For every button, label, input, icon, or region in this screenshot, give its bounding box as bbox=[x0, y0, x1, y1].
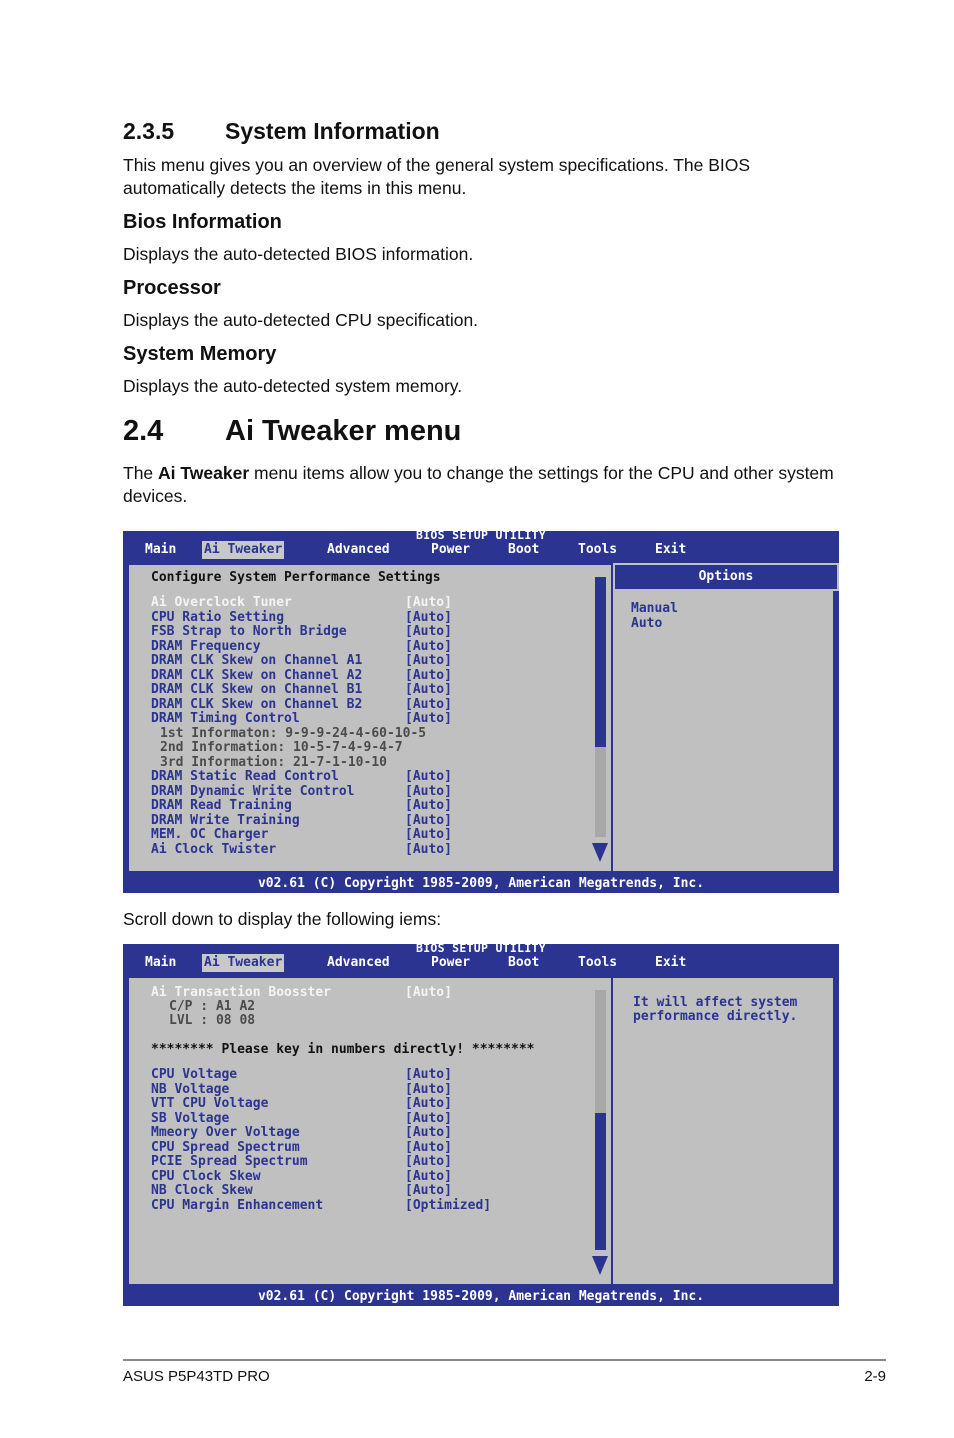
menu-ai-tweaker[interactable]: Ai Tweaker bbox=[204, 955, 283, 970]
section-heading-2-3-5 bbox=[123, 118, 440, 145]
setting-row-label[interactable]: DRAM Frequency bbox=[151, 638, 261, 654]
bios-screen-1 bbox=[123, 528, 839, 893]
processor-heading: Processor bbox=[123, 277, 221, 299]
scroll-down-arrow-icon[interactable] bbox=[592, 843, 608, 862]
menu-tools[interactable]: Tools bbox=[578, 955, 618, 970]
footer-page-number: 2-9 bbox=[864, 1368, 886, 1385]
setting-row-label[interactable]: Ai Clock Twister bbox=[151, 841, 277, 857]
setting-row-value[interactable]: [Auto] bbox=[405, 1168, 452, 1184]
setting-row-value[interactable]: [Auto] bbox=[405, 624, 452, 639]
menu-boot[interactable]: Boot bbox=[508, 955, 540, 970]
setting-row-value[interactable]: [Auto] bbox=[405, 812, 452, 828]
options-header: Options bbox=[613, 563, 839, 591]
menu-boot[interactable]: Boot bbox=[508, 542, 540, 557]
setting-row-label[interactable]: Ai Overclock Tuner bbox=[151, 595, 292, 610]
settings-header: Configure System Performance Settings bbox=[151, 570, 441, 585]
setting-row-value[interactable]: [Auto] bbox=[405, 1183, 452, 1198]
setting-row-value[interactable]: [Auto] bbox=[405, 1154, 452, 1169]
bios-content-frame bbox=[127, 976, 835, 1286]
menu-tools[interactable]: Tools bbox=[578, 542, 618, 557]
setting-row-label[interactable]: DRAM CLK Skew on Channel A1 bbox=[151, 653, 363, 668]
setting-row-value[interactable]: [Auto] bbox=[405, 595, 452, 610]
scrollbar-thumb[interactable] bbox=[595, 1113, 606, 1250]
processor-text: Displays the auto-detected CPU specification. bbox=[123, 310, 479, 330]
menu-power[interactable]: Power bbox=[431, 542, 471, 557]
setting-label: Ai Transaction Boosster bbox=[151, 985, 332, 1000]
setting-row-value[interactable]: [Optimized] bbox=[405, 1197, 492, 1213]
setting-row-label[interactable]: SB Voltage bbox=[151, 1110, 230, 1126]
intro-bold: Ai Tweaker bbox=[158, 463, 250, 483]
bios-information-heading: Bios Information bbox=[123, 211, 282, 233]
setting-row-value[interactable]: [Auto] bbox=[405, 653, 452, 668]
option-manual[interactable]: Manual bbox=[631, 601, 678, 616]
setting-row-label[interactable]: DRAM CLK Skew on Channel B2 bbox=[151, 696, 363, 712]
bios-title: BIOS SETUP UTILITY bbox=[415, 941, 547, 955]
setting-row-value[interactable]: [Auto] bbox=[405, 1125, 452, 1140]
setting-row-value[interactable]: [Auto] bbox=[405, 609, 452, 625]
setting-row-label[interactable]: FSB Strap to North Bridge bbox=[151, 624, 347, 639]
bios-screen-2 bbox=[123, 941, 839, 1306]
menu-exit[interactable]: Exit bbox=[655, 542, 687, 557]
setting-row-value[interactable]: [Auto] bbox=[405, 783, 452, 799]
setting-row-value[interactable]: [Auto] bbox=[405, 667, 452, 683]
help-line-1: It will affect system bbox=[633, 995, 798, 1010]
section-intro bbox=[123, 154, 843, 200]
bios-footer: v02.61 (C) Copyright 1985-2009, American Megatrends, Inc. bbox=[257, 1289, 705, 1304]
key-in-warning: ******** Please key in numbers directly! ******** bbox=[151, 1042, 535, 1057]
help-line-2: performance directly. bbox=[633, 1009, 798, 1024]
setting-value[interactable]: [Auto] bbox=[405, 985, 452, 1000]
section-24-intro bbox=[123, 462, 843, 508]
setting-row-label[interactable]: DRAM Dynamic Write Control bbox=[151, 783, 355, 799]
setting-row-label[interactable]: VTT CPU Voltage bbox=[151, 1096, 269, 1111]
setting-row-label[interactable]: NB Clock Skew bbox=[151, 1183, 253, 1198]
setting-row-label[interactable]: NB Voltage bbox=[151, 1081, 230, 1097]
bios-information-text: Displays the auto-detected BIOS information. bbox=[123, 244, 474, 264]
setting-row-value[interactable]: [Auto] bbox=[405, 841, 452, 857]
intro-line-1: This menu gives you an overview of the general system specifications. The BIOS bbox=[123, 155, 751, 175]
dram-timing-info: 1st Informaton: 9-9-9-24-4-60-10-5 bbox=[160, 725, 427, 741]
setting-row-label[interactable]: CPU Margin Enhancement bbox=[151, 1197, 324, 1213]
setting-row-value[interactable]: [Auto] bbox=[405, 827, 452, 842]
scroll-down-arrow-icon[interactable] bbox=[592, 1256, 608, 1275]
setting-row-value[interactable]: [Auto] bbox=[405, 638, 452, 654]
lvl-info: LVL : 08 08 bbox=[169, 1013, 256, 1028]
bios-menubar bbox=[123, 954, 839, 972]
option-auto[interactable]: Auto bbox=[631, 616, 663, 631]
setting-row-label[interactable]: DRAM Timing Control bbox=[151, 711, 300, 726]
section-heading-2-4 bbox=[123, 415, 461, 448]
system-memory-heading: System Memory bbox=[123, 343, 277, 365]
intro-post: menu items allow you to change the settings for the CPU and other system bbox=[249, 463, 834, 483]
footer-product: ASUS P5P43TD PRO bbox=[123, 1368, 270, 1385]
setting-row-value[interactable]: [Auto] bbox=[405, 1139, 452, 1155]
intro-pre: The bbox=[123, 463, 159, 483]
setting-row-label[interactable]: PCIE Spread Spectrum bbox=[151, 1154, 308, 1169]
setting-row-value[interactable]: [Auto] bbox=[405, 1067, 452, 1082]
setting-row-value[interactable]: [Auto] bbox=[405, 798, 452, 813]
setting-row-value[interactable]: [Auto] bbox=[405, 682, 452, 697]
setting-row-label[interactable]: Mmeory Over Voltage bbox=[151, 1125, 300, 1140]
setting-row-label[interactable]: DRAM CLK Skew on Channel B1 bbox=[151, 682, 363, 697]
setting-row-label[interactable]: MEM. OC Charger bbox=[151, 827, 269, 842]
footer-rule bbox=[123, 1359, 886, 1361]
setting-ai-transaction-booster[interactable] bbox=[151, 985, 331, 1000]
menu-main[interactable]: Main bbox=[145, 955, 177, 970]
menu-ai-tweaker[interactable]: Ai Tweaker bbox=[204, 542, 283, 557]
menu-advanced[interactable]: Advanced bbox=[327, 542, 390, 557]
section-number: 2.3.5 bbox=[123, 118, 175, 144]
pane-divider bbox=[611, 978, 613, 1284]
setting-row-label[interactable]: DRAM Read Training bbox=[151, 798, 292, 813]
setting-row-value[interactable]: [Auto] bbox=[405, 711, 452, 726]
intro-line-2: devices. bbox=[123, 486, 188, 506]
dram-timing-info: 2nd Information: 10-5-7-4-9-4-7 bbox=[160, 740, 403, 755]
section-title: Ai Tweaker menu bbox=[225, 415, 462, 447]
cp-info: C/P : A1 A2 bbox=[169, 999, 256, 1014]
setting-row-value[interactable]: [Auto] bbox=[405, 769, 452, 784]
menu-main[interactable]: Main bbox=[145, 542, 177, 557]
scroll-note: Scroll down to display the following iems: bbox=[123, 909, 442, 929]
setting-row-label[interactable]: CPU Spread Spectrum bbox=[151, 1139, 300, 1155]
setting-row-label[interactable]: DRAM CLK Skew on Channel A2 bbox=[151, 667, 363, 683]
menu-advanced[interactable]: Advanced bbox=[327, 955, 390, 970]
setting-row-label[interactable]: DRAM Static Read Control bbox=[151, 769, 339, 784]
setting-row-value[interactable]: [Auto] bbox=[405, 1081, 452, 1097]
intro-line-2: automatically detects the items in this menu. bbox=[123, 178, 467, 198]
setting-row-label[interactable]: CPU Voltage bbox=[151, 1067, 238, 1082]
scrollbar-thumb[interactable] bbox=[595, 577, 606, 747]
setting-row-value[interactable]: [Auto] bbox=[405, 696, 452, 712]
dram-timing-info: 3rd Information: 21-7-1-10-10 bbox=[160, 754, 387, 770]
menu-power[interactable]: Power bbox=[431, 955, 471, 970]
setting-row-label[interactable]: CPU Clock Skew bbox=[151, 1168, 261, 1184]
setting-row-label[interactable]: DRAM Write Training bbox=[151, 812, 300, 828]
setting-row-label[interactable]: CPU Ratio Setting bbox=[151, 609, 285, 625]
section-number: 2.4 bbox=[123, 415, 164, 447]
menu-exit[interactable]: Exit bbox=[655, 955, 687, 970]
setting-row-value[interactable]: [Auto] bbox=[405, 1096, 452, 1111]
section-title: System Information bbox=[225, 118, 440, 144]
bios-footer: v02.61 (C) Copyright 1985-2009, American Megatrends, Inc. bbox=[257, 876, 705, 891]
system-memory-text: Displays the auto-detected system memory. bbox=[123, 376, 463, 396]
bios-menubar bbox=[123, 541, 839, 559]
bios-title: BIOS SETUP UTILITY bbox=[415, 528, 547, 542]
bios-content-frame bbox=[127, 563, 835, 873]
setting-row-value[interactable]: [Auto] bbox=[405, 1110, 452, 1126]
pane-divider bbox=[611, 565, 613, 871]
